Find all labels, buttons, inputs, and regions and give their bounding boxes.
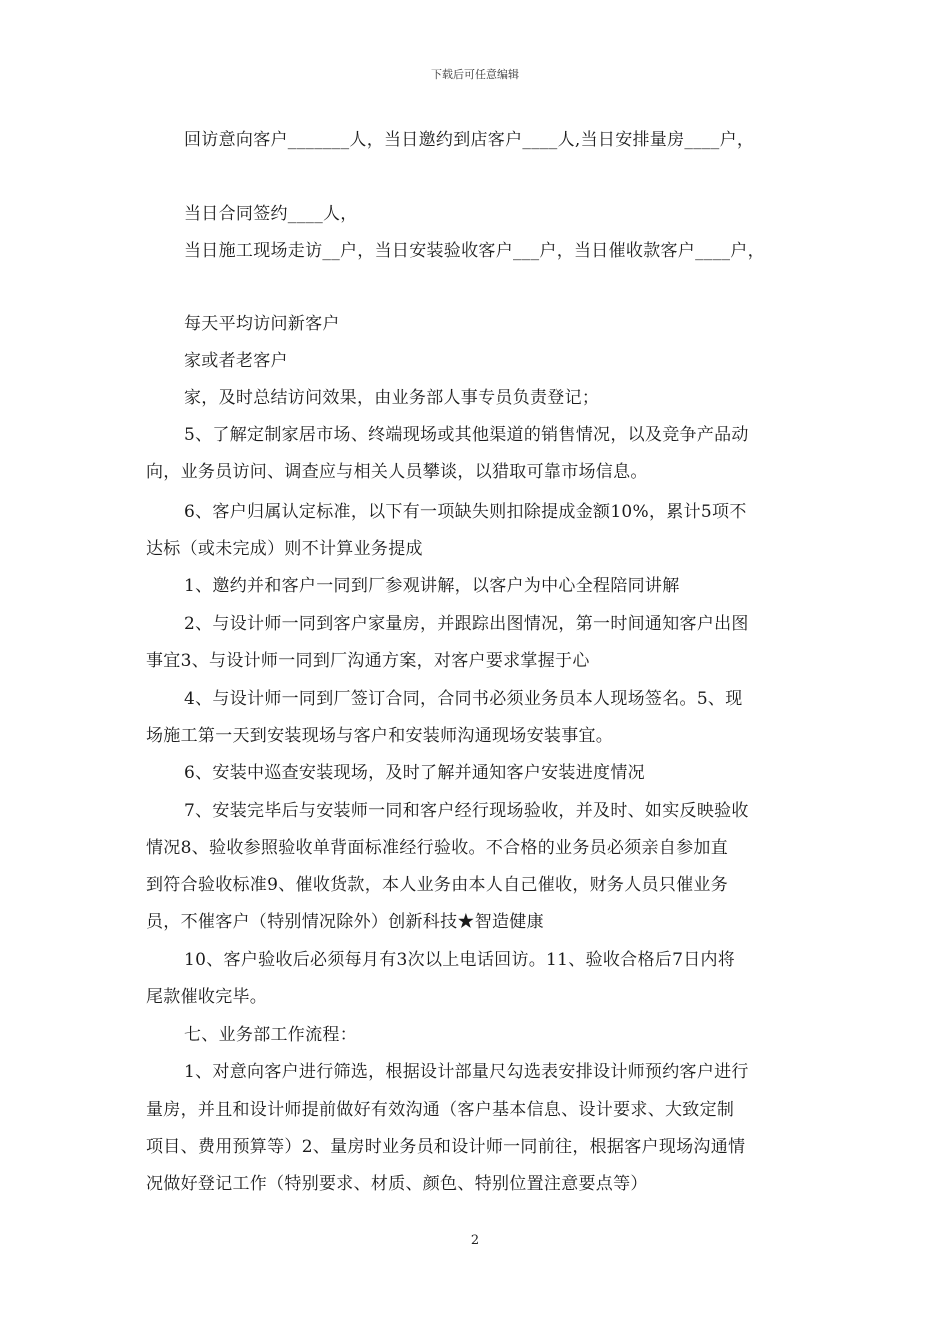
text-line: 量房，并且和设计师提前做好有效沟通（客户基本信息、设计要求、大致定制 [146, 1100, 735, 1120]
text-line: 2、与设计师一同到客户家量房，并跟踪出图情况，第一时间通知客户出图 [184, 614, 749, 634]
text-line: 6、客户归属认定标准，以下有一项缺失则扣除提成金额10%，累计5项不 [184, 502, 747, 522]
text-line: 10、客户验收后必须每月有3次以上电话回访。11、验收合格后7日内将 [184, 950, 736, 970]
text-line: 达标（或未完成）则不计算业务提成 [146, 539, 423, 559]
text-line: 1、对意向客户进行筛选，根据设计部量尺勾选表安排设计师预约客户进行 [184, 1062, 749, 1082]
text-line: 七、业务部工作流程： [184, 1025, 357, 1045]
text-line: 员，不催客户（特别情况除外）创新科技★智造健康 [146, 912, 544, 932]
text-line: 况做好登记工作（特别要求、材质、颜色、特别位置注意要点等） [146, 1174, 648, 1194]
text-line: 1、邀约并和客户一同到厂参观讲解，以客户为中心全程陪同讲解 [184, 576, 680, 596]
text-line: 5、了解定制家居市场、终端现场或其他渠道的销售情况，以及竞争产品动 [184, 425, 749, 445]
text-line: 向，业务员访问、调查应与相关人员攀谈，以猎取可靠市场信息。 [146, 462, 648, 482]
text-line: 4、与设计师一同到厂签订合同，合同书必须业务员本人现场签名。5、现 [184, 689, 743, 709]
text-line: 每天平均访问新客户 [184, 314, 340, 334]
text-line: 家，及时总结访问效果，由业务部人事专员负责登记； [184, 388, 600, 408]
text-line: 当日合同签约____人， [184, 204, 358, 224]
text-line: 回访意向客户_______人，当日邀约到店客户____人,当日安排量房____户， [184, 130, 755, 150]
text-line: 到符合验收标准9、催收货款，本人业务由本人自己催收，财务人员只催业务 [146, 875, 729, 895]
text-line: 6、安装中巡查安装现场，及时了解并通知客户安装进度情况 [184, 763, 645, 783]
text-line: 7、安装完毕后与安装师一同和客户经行现场验收，并及时、如实反映验收 [184, 801, 749, 821]
page-header: 下载后可任意编辑 [431, 68, 519, 81]
text-line: 家或者老客户 [184, 351, 288, 371]
page-number: 2 [470, 1233, 480, 1248]
text-line: 情况8、验收参照验收单背面标准经行验收。不合格的业务员必须亲自参加直 [146, 838, 729, 858]
text-line: 当日施工现场走访__户，当日安装验收客户___户，当日催收款客户____户， [184, 241, 765, 261]
text-line: 项目、费用预算等）2、量房时业务员和设计师一同前往，根据客户现场沟通情 [146, 1137, 746, 1157]
text-line: 事宜3、与设计师一同到厂沟通方案，对客户要求掌握于心 [146, 651, 590, 671]
text-line: 尾款催收完毕。 [146, 987, 268, 1007]
text-line: 场施工第一天到安装现场与客户和安装师沟通现场安装事宜。 [146, 726, 614, 746]
